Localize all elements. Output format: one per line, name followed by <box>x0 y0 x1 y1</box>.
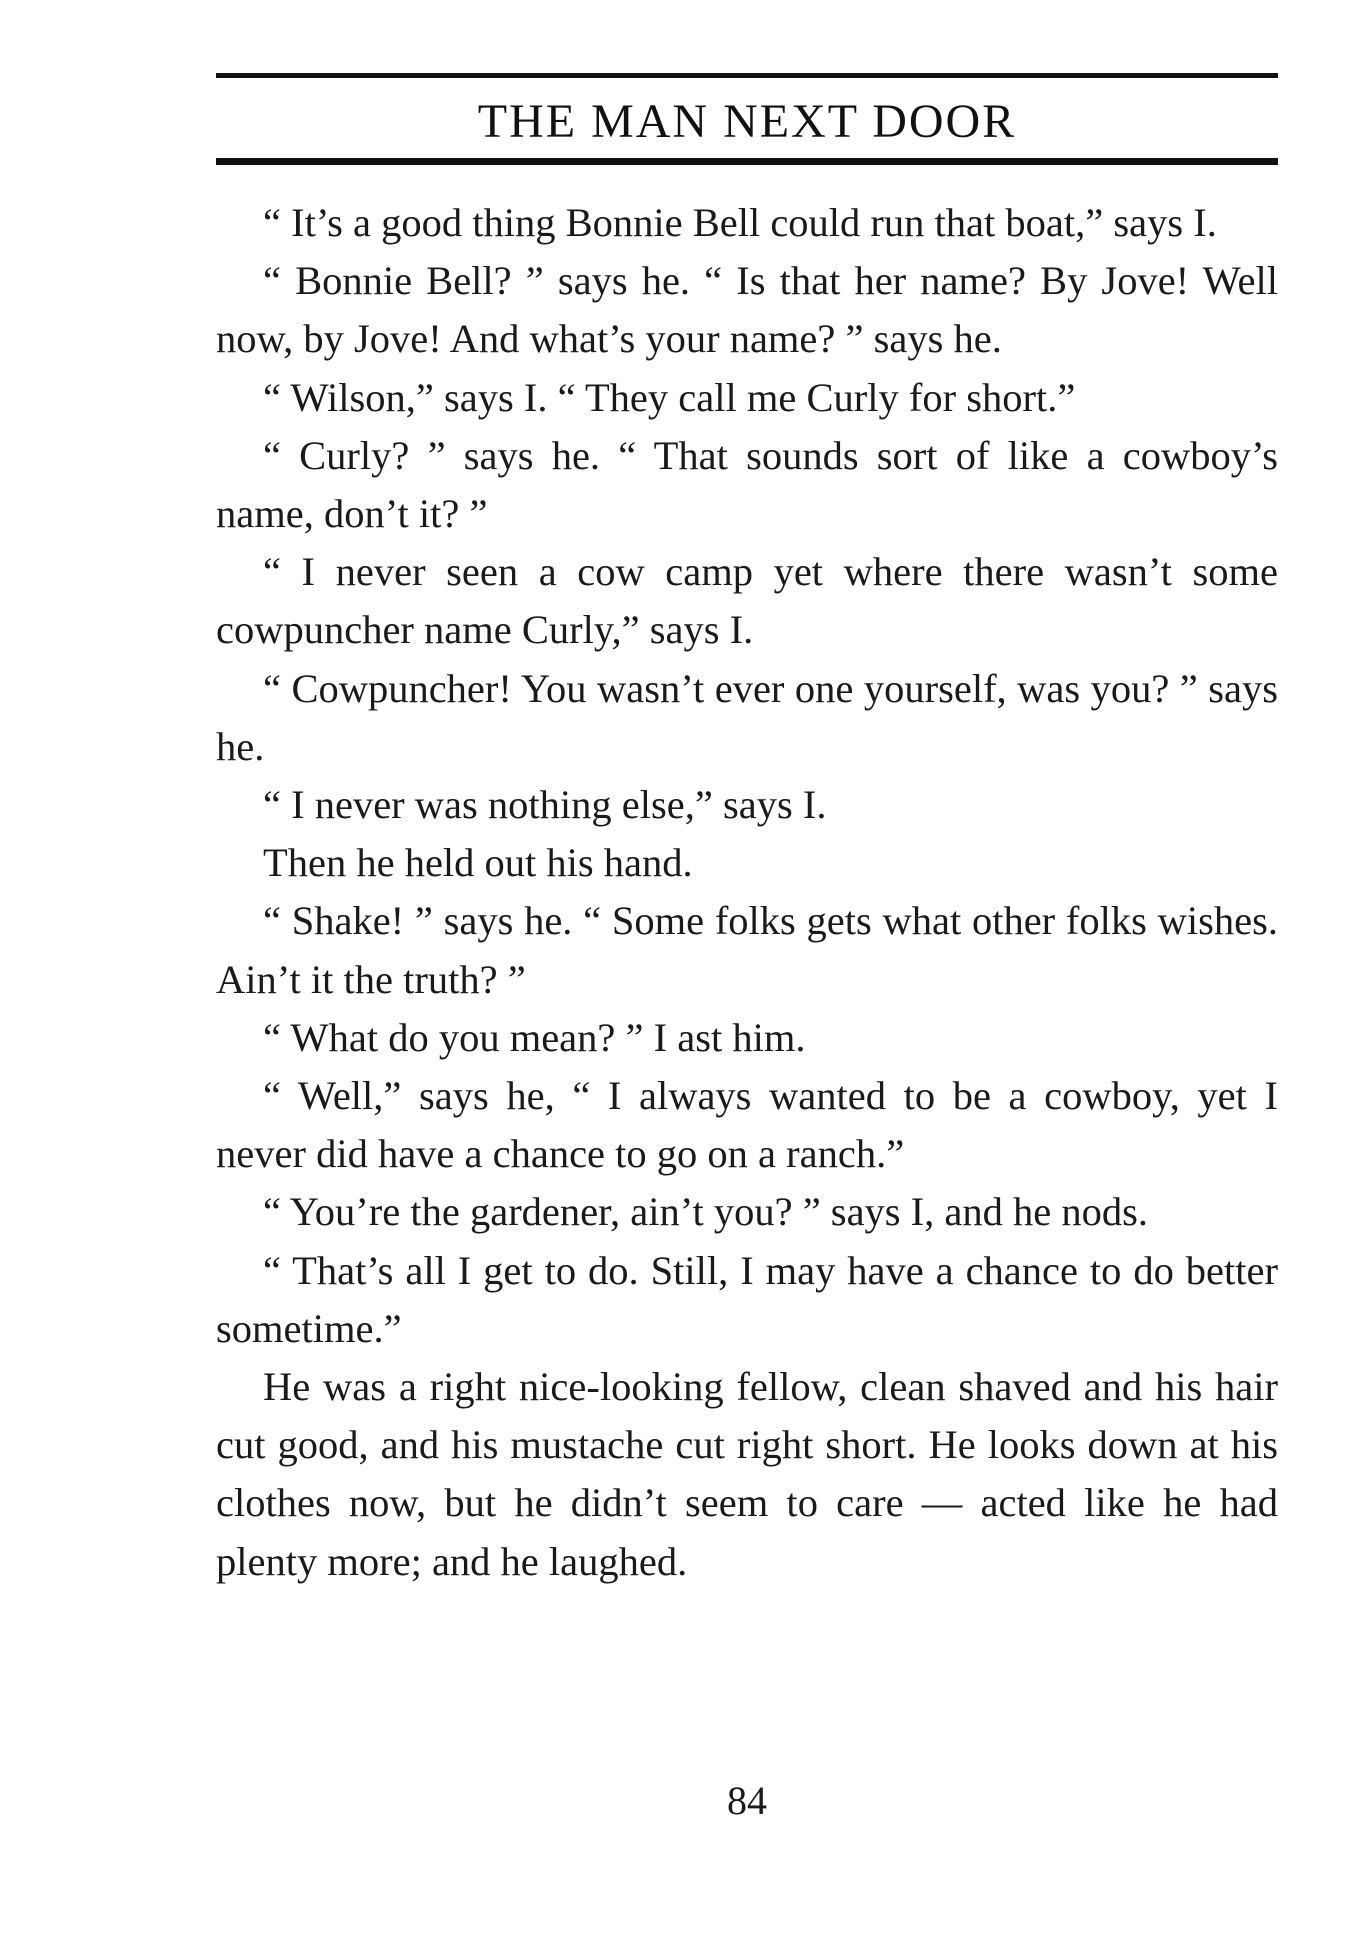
header-rule-top <box>216 73 1278 78</box>
page-number: 84 <box>727 1778 767 1823</box>
paragraph: He was a right nice-looking fellow, clean shaved and his hair cut good, and his mustache cut right short. He looks down at his clothes now, but he didn’t seem to care — acted like he had plenty more; and he laughed. <box>216 1364 1278 1584</box>
body-text <box>216 194 1278 1591</box>
paragraph: “ Curly? ” says he. “ That sounds sort of like a cowboy’s name, don’t it? ” <box>216 432 1278 537</box>
running-header: THE MAN NEXT DOOR <box>477 95 1017 148</box>
paragraph: “ It’s a good thing Bonnie Bell could run that boat,” says I. <box>263 200 1217 245</box>
paragraph: “ Shake! ” says he. “ Some folks gets what other folks wishes. Ain’t it the truth? ” <box>216 898 1278 1002</box>
paragraph: Then he held out his hand. <box>263 840 693 886</box>
paragraph: “ You’re the gardener, ain’t you? ” says I, and he nods. <box>263 1189 1149 1235</box>
header-rule-bottom <box>216 158 1278 165</box>
paragraph: “ Wilson,” says I. “ They call me Curly for short.” <box>263 374 1076 420</box>
paragraph: “ I never seen a cow camp yet where there wasn’t some cowpuncher name Curly,” says I. <box>216 549 1278 653</box>
paragraph: “ What do you mean? ” I ast him. <box>263 1014 806 1060</box>
paragraph: “ That’s all I get to do. Still, I may have a chance to do better sometime.” <box>216 1247 1278 1351</box>
paragraph: “ Well,” says he, “ I always wanted to be a cowboy, yet I never did have a chance to go on a ranch.” <box>216 1073 1278 1177</box>
paragraph: “ I never was nothing else,” says I. <box>263 782 827 828</box>
paragraph: “ Cowpuncher! You wasn’t ever one yourself, was you? ” says he. <box>216 665 1278 769</box>
paragraph: “ Bonnie Bell? ” says he. “ Is that her name? By Jove! Well now, by Jove! And what’s your name? ” says he. <box>216 258 1278 362</box>
